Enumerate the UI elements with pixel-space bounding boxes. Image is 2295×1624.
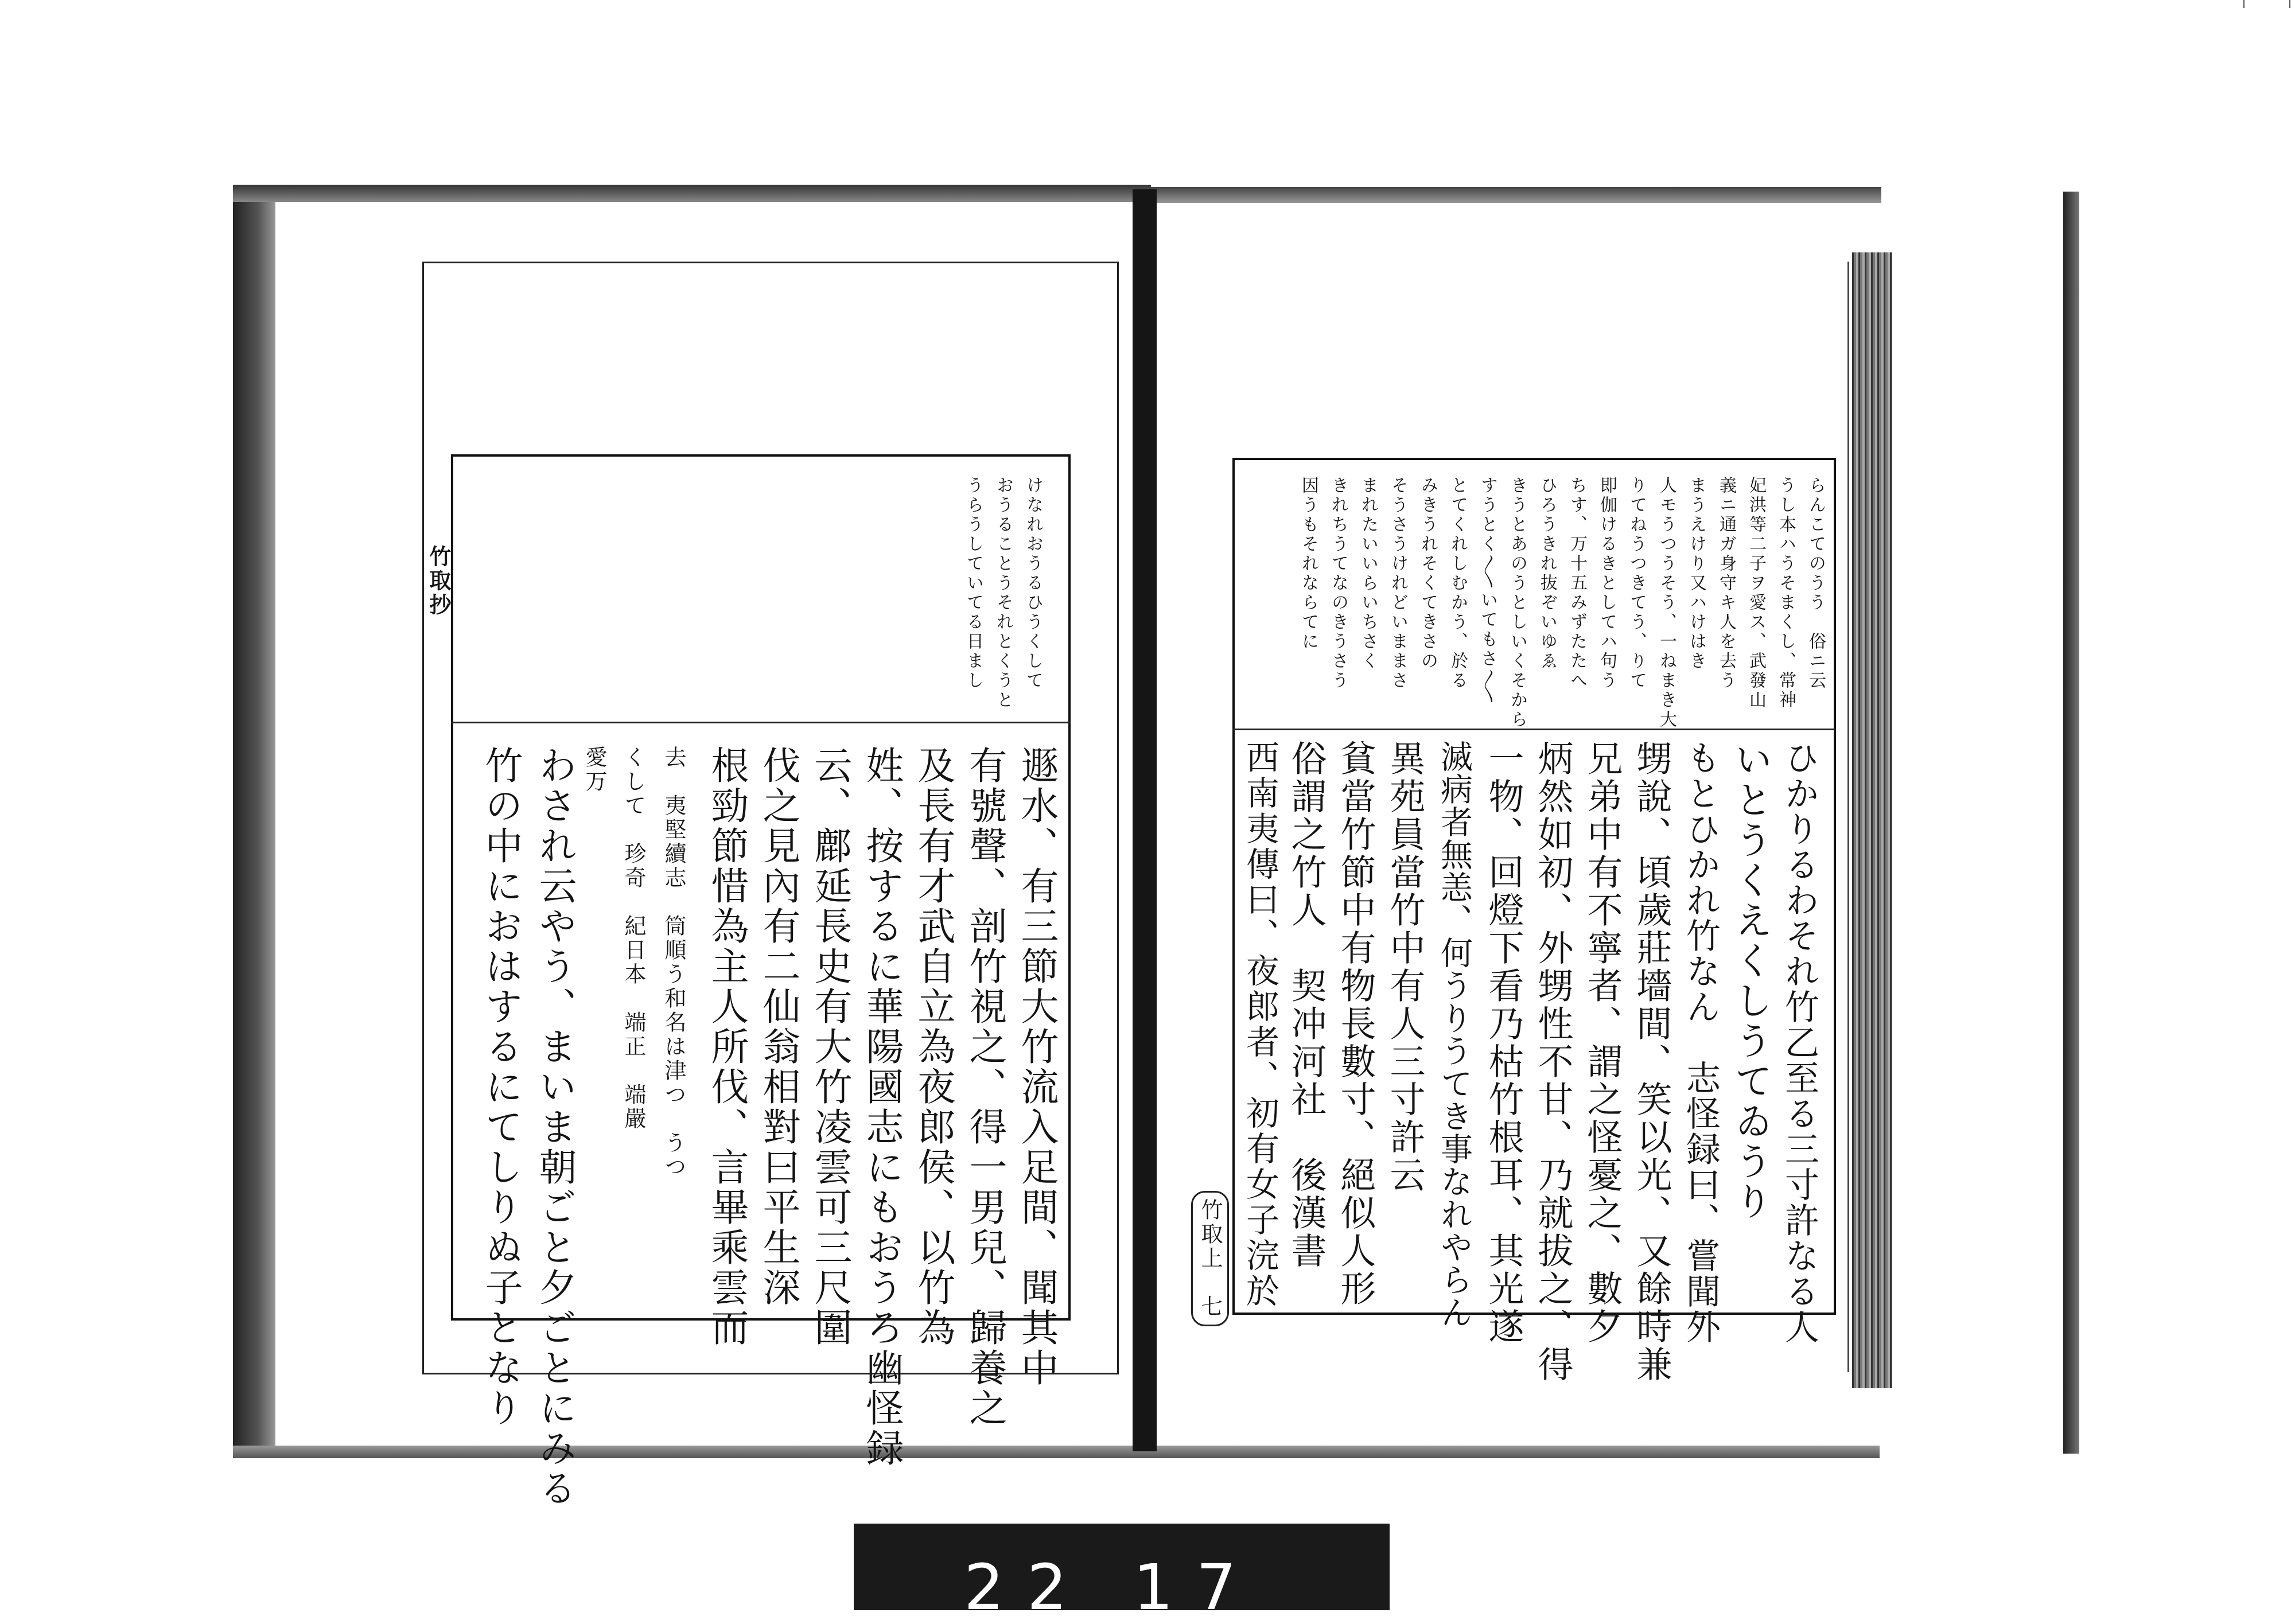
left-main-line: 有號聲、剖竹視之、得一男兒、歸養之 <box>963 746 1007 1428</box>
right-edge-rule <box>1847 262 1849 1372</box>
left-main-line: 云、鄜延長史有大竹凌雲可三尺圍 <box>808 746 852 1348</box>
right-main-line: 甥說、頃歲莊墻間、笑以光、又餘時兼 <box>1631 740 1672 1384</box>
right-commentary-line: すうとく〳〵いてもさ〳〵 <box>1477 476 1497 706</box>
left-main-line: 伐之見內有二仙翁相對曰平生深 <box>756 746 800 1308</box>
right-main-line: 兄弟中有不寧者、謂之怪憂之、數夕 <box>1581 740 1623 1346</box>
right-commentary-line: そうさうけれどいままさ <box>1388 476 1408 691</box>
far-right-bar <box>2063 192 2079 1454</box>
right-top-edge <box>1150 187 1881 203</box>
left-main-line: わされ云やう、まいま朝ごと夕ごとにみる <box>532 746 577 1509</box>
right-main-line: いとうくえくしうてゐうり <box>1728 740 1772 1222</box>
right-commentary-line: 因うもそれならてに <box>1298 476 1318 652</box>
right-main-line: 異苑員當竹中有人三寸許云 <box>1384 740 1426 1194</box>
left-main-line: くして 珍奇 紀日本 端正 端嚴 <box>621 746 646 1131</box>
left-main-line: 及長有才武自立為夜郎侯、以竹為 <box>911 746 955 1348</box>
bottom-tab-number: 22 17 <box>964 1551 1259 1624</box>
left-running-title: 竹取抄 <box>426 545 452 617</box>
left-main-line: 姓、按するに華陽國志にもおうろ幽怪録 <box>859 746 904 1469</box>
left-commentary-line: おうることうそれとくうと <box>993 476 1013 710</box>
right-main-line: 貧當竹節中有物長數寸、絕似人形 <box>1335 740 1376 1308</box>
right-commentary-line: まうえけり又ハけはき <box>1686 476 1706 671</box>
right-page-stack <box>1852 252 1892 1388</box>
bottom-edge <box>233 1446 1880 1458</box>
right-commentary-line: ちす、万十五みずたたへ <box>1567 476 1587 691</box>
right-main-line: 炳然如初、外甥性不甘、乃就拔之、得 <box>1532 740 1574 1384</box>
right-commentary-line: りてねうつきてう、りて <box>1627 476 1647 691</box>
right-main-line: ひかりるわそれ竹乙至る三寸許なる人 <box>1779 740 1819 1345</box>
left-top-edge <box>233 185 1151 202</box>
right-main-line: 西南夷傳曰、夜郎者、初有女子浣於 <box>1240 740 1279 1309</box>
right-main-line: 一物、回燈下看乃枯竹根耳、其光遂 <box>1483 740 1524 1346</box>
left-inner-divider <box>451 722 1071 723</box>
right-commentary-line: とてくれしむかう、於る <box>1448 476 1468 691</box>
left-main-line: 根勁節惜為主人所伐、言畢乘雲而 <box>705 746 749 1348</box>
right-commentary-line: らんこてのうう 俗ニ云 <box>1806 476 1826 691</box>
left-scan-edge <box>233 185 275 1458</box>
right-commentary-line: 妃洪等二子ヲ愛ス、武發山 <box>1746 476 1766 710</box>
right-commentary-line: うし本ハうそまくし、常神 <box>1776 476 1796 710</box>
right-commentary-line: みきうれそくてきさの <box>1418 476 1438 671</box>
right-commentary-line: きれちうてなのきうさう <box>1328 476 1348 691</box>
left-main-line: 去 夷堅續志 筒順う和名は津つ うつ <box>661 746 686 1179</box>
right-commentary-line: きうとあのうとしいくそから <box>1507 476 1527 730</box>
corner-mark <box>2243 0 2245 8</box>
corner-mark <box>2289 0 2290 8</box>
right-commentary-line: まれたいいらいちさく <box>1358 476 1378 671</box>
left-main-line: 愛万 <box>582 746 607 794</box>
left-main-line: 遯水、有三節大竹流入足間、聞其中 <box>1014 746 1059 1388</box>
left-commentary-line: うらうしていてる日まし <box>963 476 983 691</box>
right-main-line: 俗謂之竹人 契冲河社 後漢書 <box>1285 740 1327 1270</box>
right-commentary-line: 即伽けるきとしてハ句う <box>1597 476 1617 691</box>
right-commentary-line: 人モうつうそう、一ねまき大 <box>1656 476 1676 730</box>
right-inner-divider <box>1232 729 1836 730</box>
left-commentary-line: けなれおうるひうくして <box>1023 476 1043 691</box>
page-marker: 竹取上 七 <box>1191 1191 1229 1326</box>
right-commentary-line: ひろうきれ抜ぞいゆゑ <box>1537 476 1557 671</box>
right-main-line: 滅病者無恙、何うりうてき事なれやらん <box>1436 740 1473 1329</box>
left-main-line: 竹の中におはするにてしりぬ子となり <box>479 746 523 1428</box>
spine-gutter <box>1133 189 1157 1451</box>
right-main-line: もとひかれ竹なん 志怪録曰、嘗聞外 <box>1681 740 1721 1345</box>
right-commentary-line: 義ニ通ガ身守キ人を去う <box>1716 476 1736 691</box>
